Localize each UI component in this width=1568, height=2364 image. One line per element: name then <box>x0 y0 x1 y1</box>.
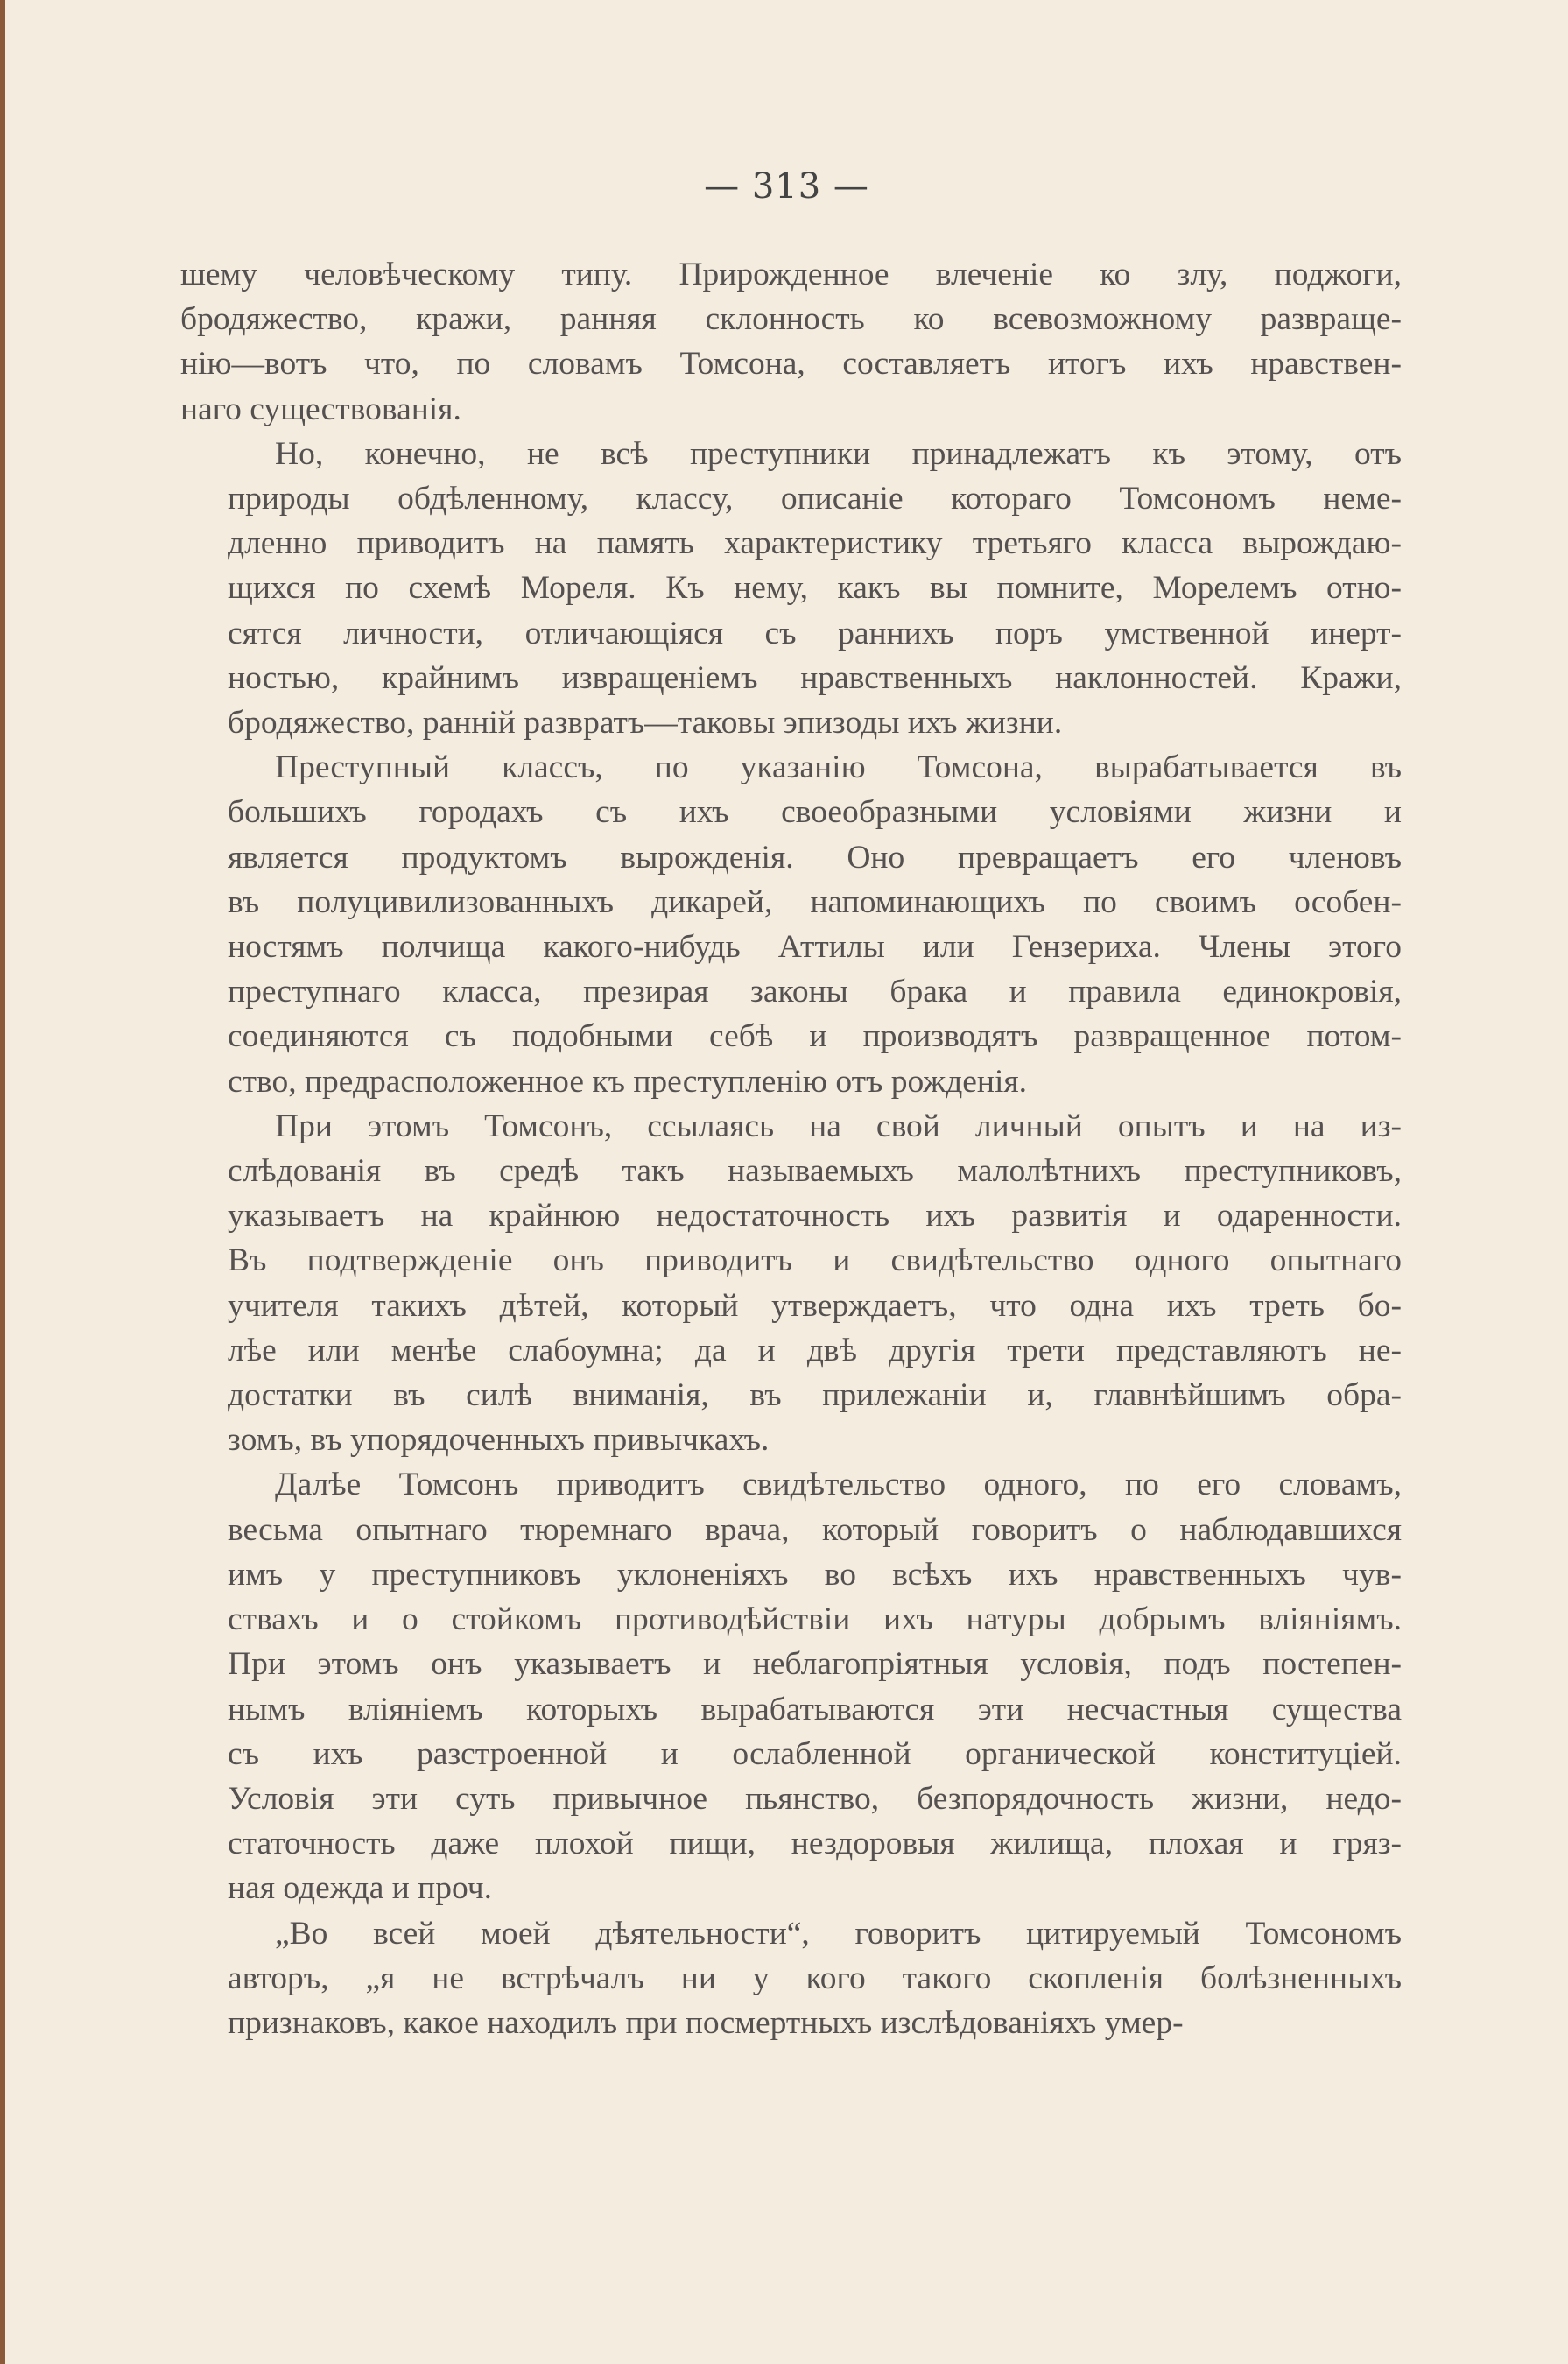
text-line: съ ихъ разстроенной и ослабленной органической конституціей. <box>228 1735 1402 1772</box>
text-line: авторъ, „я не встрѣчалъ ни у кого такого скопленія болѣзненныхъ <box>228 1959 1402 1996</box>
text-line: ная одежда и проч. <box>228 1870 493 1907</box>
text-line: „Во всей моей дѣятельности“, говоритъ цитируемый Томсономъ <box>275 1915 1402 1952</box>
text-line: имъ у преступниковъ уклоненіяхъ во всѣхъ ихъ нравственныхъ чув- <box>228 1556 1402 1593</box>
text-line: лѣе или менѣе слабоумна; да и двѣ другія трети представляютъ не- <box>228 1332 1402 1368</box>
text-line: указываетъ на крайнюю недостаточность ихъ развитія и одаренности. <box>228 1198 1402 1235</box>
paragraph <box>180 1104 1402 1463</box>
text-line: признаковъ, какое находилъ при посмертныхъ изслѣдованіяхъ умер- <box>228 2004 1184 2041</box>
paragraph <box>180 432 1402 745</box>
text-line: дленно приводитъ на память характеристику третьяго класса вырождаю- <box>228 525 1402 562</box>
text-line: является продуктомъ вырожденія. Оно превращаетъ его членовъ <box>228 839 1402 876</box>
text-line: Преступный классъ, по указанію Томсона, вырабатывается въ <box>275 749 1402 786</box>
text-line: учителя такихъ дѣтей, который утверждаетъ, что одна ихъ треть бо- <box>228 1287 1402 1324</box>
text-line: При этомъ Томсонъ, ссылаясь на свой личный опытъ и на из- <box>275 1108 1402 1144</box>
text-line: ностямъ полчища какого-нибудь Аттилы или Гензериха. Члены этого <box>228 929 1402 966</box>
text-line: Но, конечно, не всѣ преступники принадлежатъ къ этому, отъ <box>275 435 1402 472</box>
page-number: — 313 — <box>704 166 869 207</box>
text-line: шему человѣческому типу. Прирожденное влеченіе ко злу, поджоги, <box>180 257 1402 292</box>
text-line: Въ подтвержденіе онъ приводитъ и свидѣтельство одного опытнаго <box>228 1242 1402 1279</box>
body-text <box>180 252 1402 2045</box>
paragraph <box>180 1911 1402 2046</box>
text-line: нію—вотъ что, по словамъ Томсона, составляетъ итогъ ихъ нравствен- <box>180 346 1402 383</box>
text-line: зомъ, въ упорядоченныхъ привычкахъ. <box>228 1422 770 1459</box>
text-line: достатки въ силѣ вниманія, въ прилежаніи и, главнѣйшимъ обра- <box>228 1377 1402 1414</box>
paragraph <box>180 252 1402 432</box>
text-line: ностью, крайнимъ извращеніемъ нравственныхъ наклонностей. Кражи, <box>228 659 1402 696</box>
text-line: Условія эти суть привычное пьянство, безпорядочность жизни, недо- <box>228 1780 1402 1817</box>
text-line: ство, предрасположенное къ преступленію отъ рожденія. <box>228 1063 1028 1100</box>
text-line: слѣдованія въ средѣ такъ называемыхъ малолѣтнихъ преступниковъ, <box>228 1153 1402 1190</box>
text-line: большихъ городахъ съ ихъ своеобразными условіями жизни и <box>228 794 1402 831</box>
text-line: весьма опытнаго тюремнаго врача, который говоритъ о наблюдавшихся <box>228 1511 1402 1548</box>
text-line: При этомъ онъ указываетъ и неблагопріятныя условія, подъ постепен- <box>228 1646 1402 1683</box>
text-line: сятся личности, отличающіяся съ раннихъ поръ умственной инерт- <box>228 615 1402 651</box>
paragraph <box>180 745 1402 1104</box>
text-line: бродяжество, кражи, ранняя склонность ко всевозможному развраще- <box>180 301 1402 338</box>
text-line: ствахъ и о стойкомъ противодѣйствіи ихъ натуры добрымъ вліяніямъ. <box>228 1601 1402 1638</box>
text-line: щихся по схемѣ Мореля. Къ нему, какъ вы помните, Морелемъ отно- <box>228 570 1402 607</box>
text-line: бродяжество, ранній развратъ—таковы эпизоды ихъ жизни. <box>228 705 1063 742</box>
text-line: преступнаго класса, презирая законы брака и правила единокровія, <box>228 974 1402 1010</box>
text-line: наго существованія. <box>180 390 461 427</box>
text-line: Далѣе Томсонъ приводитъ свидѣтельство одного, по его словамъ, <box>275 1467 1402 1503</box>
text-line: статочность даже плохой пищи, нездоровыя жилища, плохая и гряз- <box>228 1826 1402 1862</box>
paragraph <box>180 1462 1402 1910</box>
text-line: въ полуцивилизованныхъ дикарей, напоминающихъ по своимъ особен- <box>228 883 1402 920</box>
text-line: нымъ вліяніемъ которыхъ вырабатываются эти несчастныя существа <box>228 1691 1402 1727</box>
text-line: природы обдѣленному, классу, описаніе котораго Томсономъ неме- <box>228 481 1402 517</box>
text-line: соединяются съ подобными себѣ и производятъ развращенное потом- <box>228 1018 1402 1055</box>
